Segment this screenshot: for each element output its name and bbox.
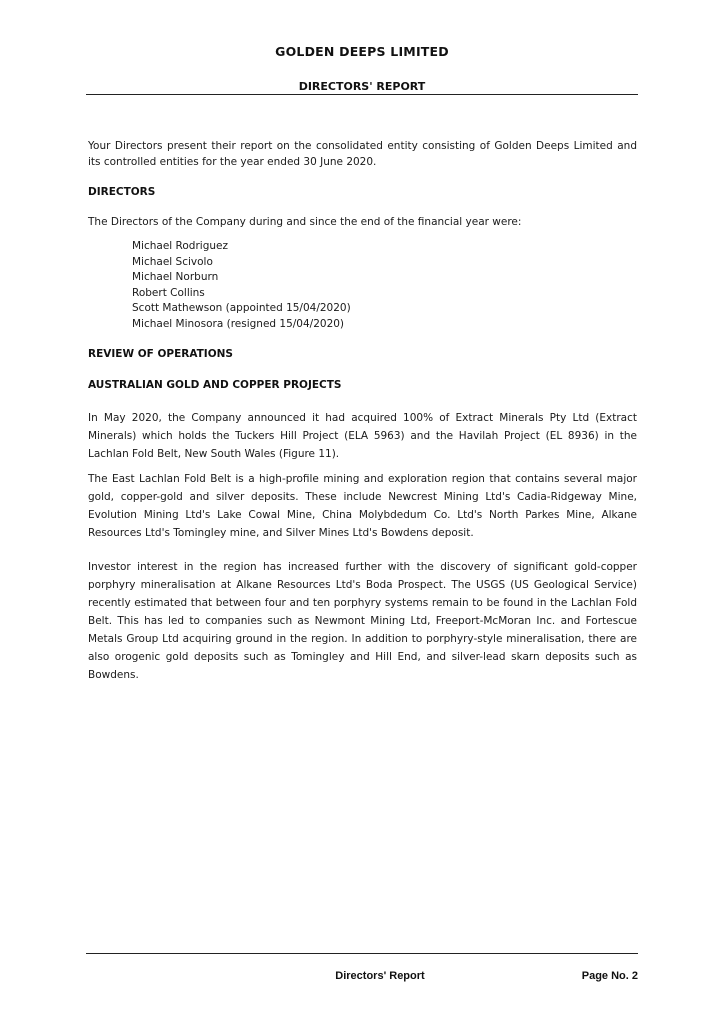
director-item: Michael Minosora (resigned 15/04/2020) [132,317,345,330]
footer-section-title: Directors' Report [335,970,425,982]
review-paragraph-3: Investor interest in the region has increased further with the discovery of significant gold-copper porphyry mineralisation at Alkane Resources Ltd's Boda Prospect. The USGS (US Geological Service) recently estimated that between four and ten porphyry systems remain to be found in the Lachlan Fold Belt. This has led to companies such as Newmont Mining Ltd, Freeport-McMoran Inc. and Fortescue Metals Group Ltd acquiring ground in the region. In addition to porphyry-style mineralisation, there are also orogenic gold deposits such as Tomingley and Hill End, and silver-lead skarn deposits such as Bowdens. [88,561,637,681]
director-item: Scott Mathewson (appointed 15/04/2020) [132,302,351,314]
directors-list [88,239,637,332]
director-item: Michael Scivolo [132,255,213,268]
footer-divider [86,953,638,954]
header-divider [86,94,638,95]
company-name: GOLDEN DEEPS LIMITED [275,44,449,59]
projects-subheading: AUSTRALIAN GOLD AND COPPER PROJECTS [88,379,342,391]
director-item: Michael Norburn [132,271,219,283]
directors-intro-text: The Directors of the Company during and since the end of the financial year were: [88,216,522,228]
report-body [88,138,637,684]
director-item: Robert Collins [132,286,205,299]
page-number: Page No. 2 [581,970,638,982]
report-title: DIRECTORS' REPORT [298,80,426,93]
intro-paragraph: Your Directors present their report on the consolidated entity consisting of Golden Deeps Limited and its controlled entities for the year ended 30 June 2020. [88,140,637,168]
review-heading: REVIEW OF OPERATIONS [88,348,233,360]
review-paragraph-2: The East Lachlan Fold Belt is a high-profile mining and exploration region that contains several major gold, copper-gold and silver deposits. These include Newcrest Mining Ltd's Cadia-Ridgeway Mine, Evolution Mining Ltd's Lake Cowal Mine, China Molybdedum Co. Ltd's North Parkes Mine, Alkane Resources Ltd's Tomingley mine, and Silver Mines Ltd's Bowdens deposit. [88,473,637,539]
review-paragraph-1: In May 2020, the Company announced it had acquired 100% of Extract Minerals Pty Ltd (Extract Minerals) which holds the Tuckers Hill Project (ELA 5963) and the Havilah Project (EL 8936) in the Lachlan Fold Belt, New South Wales (Figure 11). [88,412,637,460]
directors-heading: DIRECTORS [88,186,156,198]
director-item: Michael Rodriguez [132,240,228,252]
